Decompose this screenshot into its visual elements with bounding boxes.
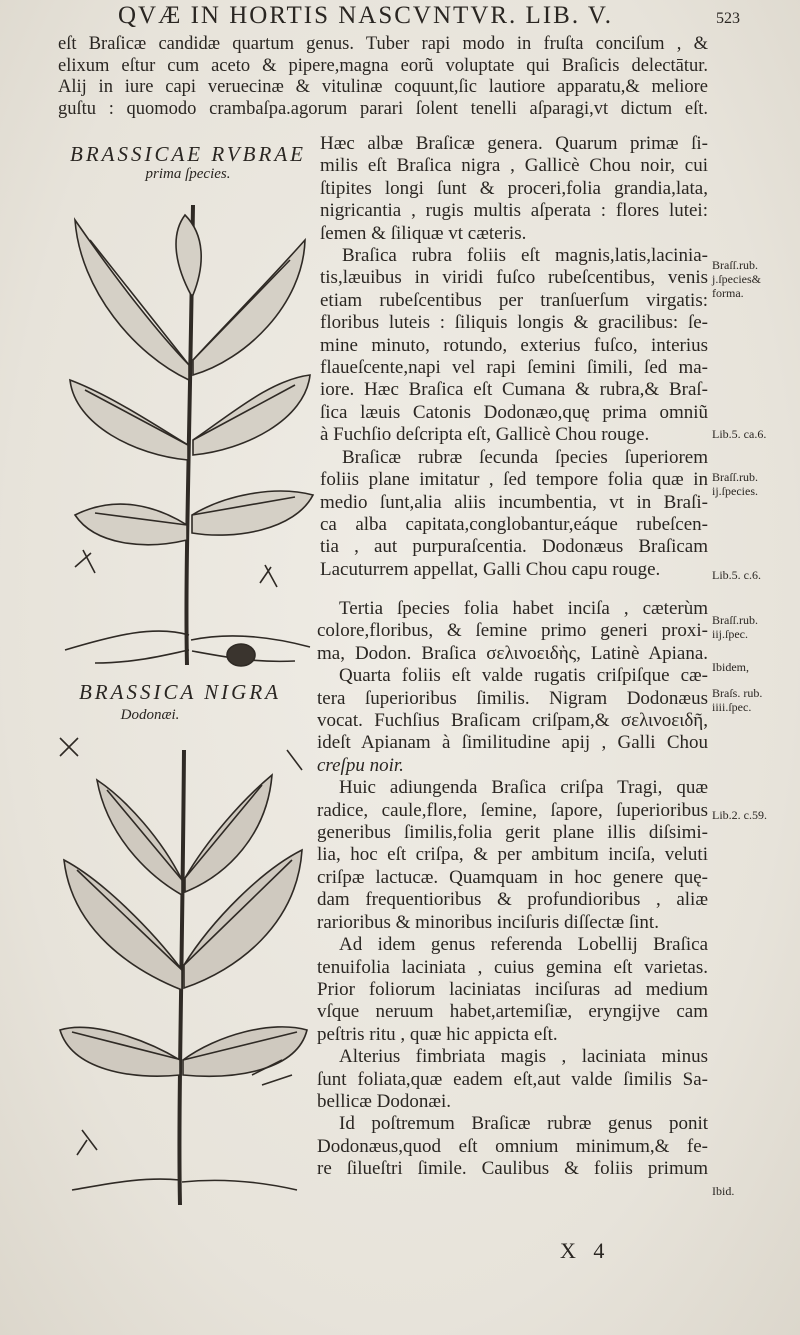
text-line: vſque neruum habet,artemiſiæ, eryngijve cam (317, 1001, 708, 1023)
margin-note: Ibid. (712, 1184, 735, 1198)
plate-subtitle-brassica-rubra: prima ſpecies. (145, 166, 231, 182)
full-width-text (58, 34, 708, 120)
plate-subtitle-brassica-nigra: Dodonæi. (120, 707, 180, 723)
plate-title-brassica-rubra: BRASSICAE RVBRAE (70, 142, 306, 166)
margin-note: Braſſ.rub. ij.ſpecies. (712, 470, 758, 498)
text-line: Dodonæus,quod eſt omnium minimum,& fe- (317, 1135, 708, 1157)
margin-note: Ibidem, (712, 660, 749, 674)
text-line: à Fuchſio deſcripta eſt, Gallicè Chou rouge. (320, 424, 650, 446)
text-line: ſica læuis Catonis Dodonæo,quę prima omniũ (320, 401, 708, 423)
text-line: iore. Hæc Braſica eſt Cumana & rubra,& Braſ- (320, 379, 708, 401)
text-line: medio ſunt,alia aliis incumbentia, vt in Braſi- (320, 491, 708, 513)
text-line: Alterius fimbriata magis , laciniata minus (339, 1046, 708, 1068)
text-line: Hæc albæ Braſicæ genera. Quarum primæ ſi- (320, 133, 708, 154)
running-head (118, 2, 738, 30)
text-line: lia, hoc eſt criſpa, & per ambitum inciſa, veluti (317, 844, 708, 866)
text-line: Prior foliorum laciniatas inciſuras ad medium (317, 978, 708, 1000)
text-line: ſemen & ſiliquæ vt cæteris. (320, 222, 527, 244)
text-line: bellicæ Dodonæi. (317, 1090, 452, 1112)
margin-note: Braſs. rub. iiii.ſpec. (712, 686, 763, 714)
text-line: flaueſcente,napi vel rapi ſemini ſimili, ſed ma- (320, 357, 708, 379)
text-line: ſtipites longi ſunt & proceri,folia grandia,lata, (320, 177, 708, 199)
margin-note: Braſſ.rub. j.ſpecies& forma. (712, 258, 761, 300)
text-line: tia , aut purpuraſcentia. Dodonæus Braſicam (320, 536, 708, 558)
margin-note: Lib.5. ca.6. (712, 427, 767, 441)
margin-note: Braſſ.rub. iij.ſpec. (712, 613, 758, 641)
text-line: foliis plane imitatur , ſed tempore folia quæ in (320, 469, 708, 491)
text-line: dam frequentioribus & profundioribus , aliæ (317, 889, 708, 911)
running-head-title: QVÆ IN HORTIS NASCVNTVR. LIB. V. (118, 2, 613, 29)
text-line: floribus luteis : ſiliquis longis & gracilibus: ſe- (320, 312, 708, 334)
text-line: Id poſtremum Braſicæ rubræ genus ponit (339, 1113, 708, 1135)
text-line: re ſilueſtri ſimile. Caulibus & foliis primum (317, 1158, 708, 1180)
text-line: Lacuturrem appellat, Galli Chou capu rouge. (320, 558, 661, 580)
text-line: Huic adiungenda Braſica criſpa Tragi, quæ (339, 777, 708, 799)
text-line: Quarta foliis eſt valde rugatis criſpiſque cæ- (339, 665, 708, 687)
text-line: criſpæ lactucæ. Quamquam in hoc genere quę- (317, 866, 708, 888)
text-line: ma, Dodon. Braſica σελινοειδὴς, Latinè Apiana. (317, 642, 708, 664)
text-line: Braſicæ rubræ ſecunda ſpecies ſuperiorem (342, 446, 708, 468)
signature-mark: X 4 (560, 1238, 611, 1263)
margin-note: Lib.5. c.6. (712, 568, 761, 582)
text-line: generibus ſimilis,folia gerit plane illis diſsimi- (317, 822, 708, 844)
text-line: guſtu : quomodo crambaſpa.agorum parari ſolent tenelli aſparagi,vt dictum eſt. (58, 98, 708, 119)
column-text-lower (317, 598, 708, 1181)
text-line: peſtris ritu , quæ hic appicta eſt. (317, 1023, 558, 1045)
text-line: Ad idem genus referenda Lobellij Braſica (339, 934, 708, 956)
text-line: ſunt foliata,quæ eadem eſt,aut valde ſimilis Sa- (317, 1068, 708, 1090)
text-line: tera ſuperioribus ſimilis. Nigram Dodonæus (317, 687, 708, 709)
text-line: milis eſt Braſica nigra , Gallicè Chou noir, cui (320, 155, 708, 177)
text-line: tis,læuibus in viridi fuſco rubeſcentibus, venis (320, 267, 708, 289)
text-line: Alij in iure capi veruecinæ & vitulinæ coquunt,ſic lautiore apparatu,& meliore (58, 77, 708, 97)
text-line: creſpu noir. (317, 754, 404, 776)
text-line: ca alba capitata,conglobantur,eáque rubeſcen- (320, 513, 708, 535)
text-line: tenuifolia laciniata , cuius gemina eſt varietas. (317, 956, 708, 978)
text-line: ideſt Apianam à ſimilitudine apij , Galli Chou (317, 732, 708, 754)
plate-title-brassica-nigra: BRASSICA NIGRA (78, 680, 281, 704)
brassica-nigra-illustration (52, 730, 314, 1210)
page-number: 523 (716, 10, 740, 27)
brassica-rubra-illustration (55, 195, 320, 670)
text-line: Tertia ſpecies folia habet inciſa , cæterùm (339, 598, 708, 619)
text-line: Braſica rubra foliis eſt magnis,latis,lacinia- (342, 245, 708, 267)
text-line: rarioribus & minoribus inciſuris diſſectæ ſint. (317, 911, 659, 933)
text-line: eſt Braſicæ candidæ quartum genus. Tuber rapi modo in fruſta conciſum , & (58, 34, 708, 54)
text-line: etiam rubeſcentibus per tranſuerſum virgatis: (320, 289, 708, 311)
margin-note: Lib.2. c.59. (712, 808, 767, 822)
text-line: vocat. Fuchſius Braſicam criſpam,& σελινοειδῆ, (317, 710, 708, 732)
text-line: nigricantia , rugis multis aſperata : flores lutei: (320, 200, 708, 222)
text-line: colore,floribus, & ſemine primo generi proxi- (317, 620, 708, 642)
text-line: elixum eſtur cum aceto & pipere,magna eorũ voluptate qui Braſicis delectātur. (58, 55, 708, 76)
text-line: mine minuto, rotundo, exterius fuſco, interius (320, 334, 708, 356)
text-line: radice, caule,flore, ſemine, ſapore, ſuperioribus (317, 799, 708, 821)
column-text (320, 133, 708, 581)
